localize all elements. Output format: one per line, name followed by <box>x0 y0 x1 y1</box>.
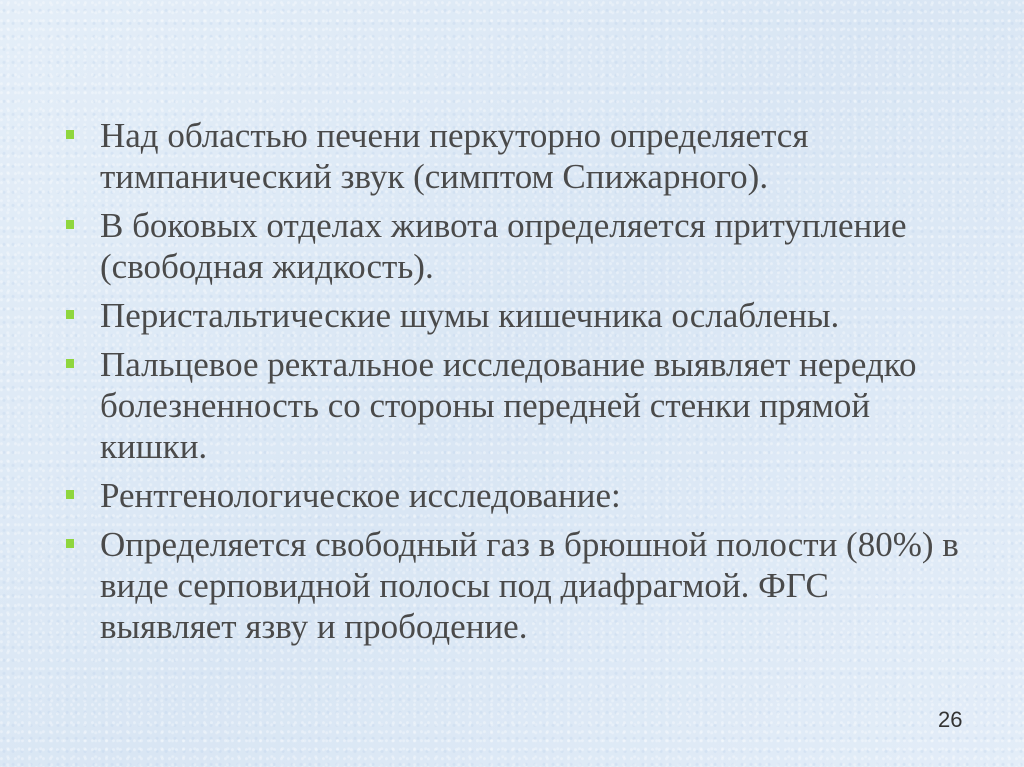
bullet-text-3: Перистальтические шумы кишечника ослаблены. <box>100 296 840 335</box>
bullet-item-4 <box>66 344 966 467</box>
bullet-square-icon <box>66 359 74 368</box>
bullet-square-icon <box>66 220 74 229</box>
bullet-text-4: Пальцевое ректальное исследование выявляет нередко болезненность со стороны передней стенки прямой кишки. <box>100 345 917 466</box>
bullet-text-1: Над областью печени перкуторно определяется тимпанический звук (симптом Спижарного). <box>100 116 809 196</box>
page-number: 26 <box>938 707 963 732</box>
bullet-square-icon <box>66 130 74 139</box>
bullet-text-2: В боковых отделах живота определяется притупление (свободная жидкость). <box>100 206 907 286</box>
bullet-list <box>66 115 966 655</box>
bullet-item-2 <box>66 205 966 287</box>
bullet-item-5 <box>66 475 966 516</box>
bullet-square-icon <box>66 310 74 319</box>
bullet-square-icon <box>66 539 74 548</box>
bullet-item-6 <box>66 524 966 647</box>
bullet-square-icon <box>66 490 74 499</box>
bullet-item-1 <box>66 115 966 197</box>
bullet-text-5: Рентгенологическое исследование: <box>100 476 621 515</box>
bullet-item-3 <box>66 295 966 336</box>
bullet-text-6: Определяется свободный газ в брюшной полости (80%) в виде серповидной полосы под диафрагмой. ФГС выявляет язву и прободение. <box>100 525 959 646</box>
